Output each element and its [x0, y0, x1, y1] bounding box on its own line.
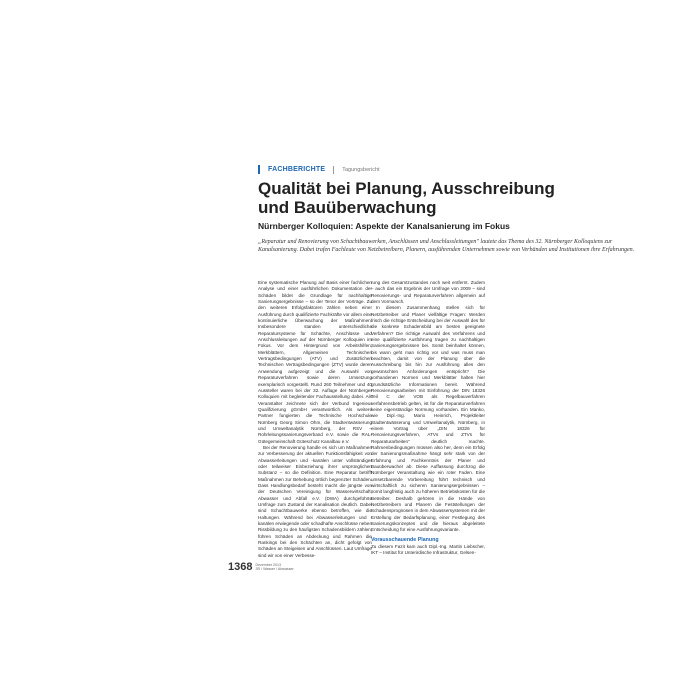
page-folio — [228, 562, 294, 573]
title-line-1: Qualität bei Planung, Ausschreibung — [258, 179, 555, 198]
column2-paragraph-2: In diesem Zusammenhang stellen sich für Netzbetreiber und Planer vielfältige Fragen: Werden frisch die richtige Entscheidung bei der Auswahl des für die konkrete Schadensbild am besten geeignete Verfahren? Die richtige Auswahl des Verfahrens und eine qualifizierte Ausführung tragen zu nachhaltigen Sanierungsergebnissen bei. Somit beinhaltet können, bis wann geht man richtig vor und was muss man beachten, damit von der Planung über die Ausschreibung bis hin zur Ausführung alles den gewünschten Anforderungen entspricht? Die vorhandenen Normen und Merkblätter halten hier grundsätzliche Informationen bereit. Während Renovierungsarbeiten mit Einführung der DIN 18326 Teil C der VOB als Regelbauverfahren verfahrensbetrieb gelten, ist für die Reparaturverfahren keine eigenständige Normung vorhanden. Ein Manko, wie Dipl.-Ing. Mario Heinrich, Projektleiter Stadtentwässerung und Umweltanalytik, Nürnberg, in einem Vortrag über „DIN 18326 für Renovierungsverfahren, ATVs und ZTVs für Reparaturarbeiten" deutlich machte. Rahmenbedingungen müssen also her, denn ein Erfolg der Sanierungsmaßnahme hängt sehr stark von der Erfahrung und Fachkenntnis der Planer und Bauüberwacher ab. Diese Auffassung durchzog die Nürnberger Veranstaltung wie ein roter Faden. Eine umsetzbarende Vorbereitung führt technisch und wirtschaftlich zu sicheren Sanierungsergebnissen – somit langfristig auch zu höheren Betriebskosten für die Betreiber. Deshalb gehören in die Hände von Netzbetreibern und Planern die Feststellungen der Schadensprognosen in dem Abwassersystemen mit der Erstellung der Bedarfsplanung, einer Festlegung des Sanierungskonzeptes und die hieraus abgeleitete Entscheidung für eine Ausführungsvariante. — [371, 305, 485, 533]
article-subtitle: Nürnberger Kolloquien: Aspekte der Kanalsanierung im Fokus — [258, 221, 510, 231]
issue-date: Dezember 2013 — [255, 563, 282, 567]
title-line-2: und Bauüberwachung — [258, 198, 437, 217]
column1-paragraph-2: Bei der Renovierung handle es sich um Maßnahmen zur Verbesserung der aktuellen Funktionsfähigkeit von Abwasserleitungen und -kanälen unter vollständiger oder teilweiser Einbeziehung ihrer ursprünglichen Substanz – so die Definition. Eine Reparatur betrifft Maßnahmen zur Behebung örtlich begrenzter Schäden. Dass Handlungsbedarf besteht macht die jüngste von der Deutschen Vereinigung für Wasserwirtschaft, Abwasser und Abfall e.V. (DWA) durchgeführte Umfrage zum Zustand der Kanalisation deutlich. Dabei sind Schachtbauwerke ebenso betroffen, wie die Haltungen. Während bei Abwasserleitungen und -kanälen erwiegende oder schadhafte Anschlüsse neben Rissbildung zu den häufigsten Schadensbildern zählen, führen Schäden an Abdeckung und Rahmen die Rankings bei den Schächten an, dicht gefolgt von Schäden an Steigeisen und Anschlüssen. Laut Umfrage sind wir von einer Verbesse- — [258, 444, 372, 558]
section-header — [258, 165, 380, 174]
issue-info — [255, 562, 293, 572]
column1-paragraph-1: Eine systematische Planung auf Basis einer fachlichen Analyse und einer ausführlichen Dokumentation der Schäden bildet die Grundlage für nachhaltige Sanierungsergebnisse – so der Tenor der Vorträge. Zu den weiteren Erfolgsfaktoren zählen neben einer Ausführung durch qualifizierte Fachkräfte vor allem eine kontinuierliche Überwachung der Maßnahmen. Insbesondere standen unterschiedliche Reparatursysteme für Schächte, Anschlüsse und Anschlussleitungen auf der Nürnberger Kolloquien im Fokus. Vor dem Hintergrund von Arbeitshilfen, Merkblättern, Allgemeinen Technischen Vertragsbedingungen (ATV) und Zusätzlichen Technischen Vertragsbedingungen (ZTV) wurde deren Anwendung aufgezeigt und die Auswahl von Reparaturverfahren sowie deren Umsetzung exemplarisch vorgestellt. Rund 260 Teilnehmer und 40 Aussteller waren bei der 32. Auflage der Nürnberger Kolloquien mit begleitender Fachausstellung dabei. Als Veranstalter zeichnete sich der Verbund Ingenieur Qualifizierung gGmbH verantwortlich. Als weitere Partner fungierten die Technische Hochschule Nürnberg Georg Simon Ohm, die Stadtentwässerung und Umweltanalytik Nürnberg, der RSV – Rohrleitungssanierungsverband e.V. sowie die RAL-Gütegemeinschaft Güteschutz Kanalbau e.V. — [258, 280, 372, 444]
journal-name: 3R / Wasser / Abwasser — [255, 567, 294, 572]
subsection-label: Tagungsbericht — [342, 166, 380, 173]
column2-paragraph-3: Zu diesem Fazit kam auch Dipl.-Ing. Martin Liebscher, IKT – Institut für Unterirdische Infrastruktur, Gelsen- — [371, 544, 485, 556]
body-column-2 — [371, 280, 485, 557]
body-column-1 — [258, 280, 372, 559]
page-number: 1368 — [228, 561, 253, 573]
column2-paragraph-1: rung des Gesamtzustandes noch weit entfernt. Zudem – auch das ein Ergebnis der Umfrage von 2009 – sind Renovierungs- und Reparaturverfahren allgemein auf dem Vormarsch. — [371, 280, 485, 305]
article-lead: „Reparatur und Renovierung von Schachtbauwerken, Anschlüssen und Anschlussleitungen" lautete das Thema des 32. Nürnberger Kolloquiens zur Kanalsanierung. Dabei trafen Fachleute von Netzbetreibern, Planern, ausführenden Unternehmen sowie von Verbänden und Institutionen ihre Erfahrungen. — [258, 239, 635, 254]
section-marker — [258, 165, 260, 174]
header-divider — [333, 166, 334, 174]
article-title — [258, 179, 638, 217]
section-heading: Vorausschauende Planung — [371, 536, 439, 543]
section-label: FACHBERICHTE — [268, 166, 326, 173]
